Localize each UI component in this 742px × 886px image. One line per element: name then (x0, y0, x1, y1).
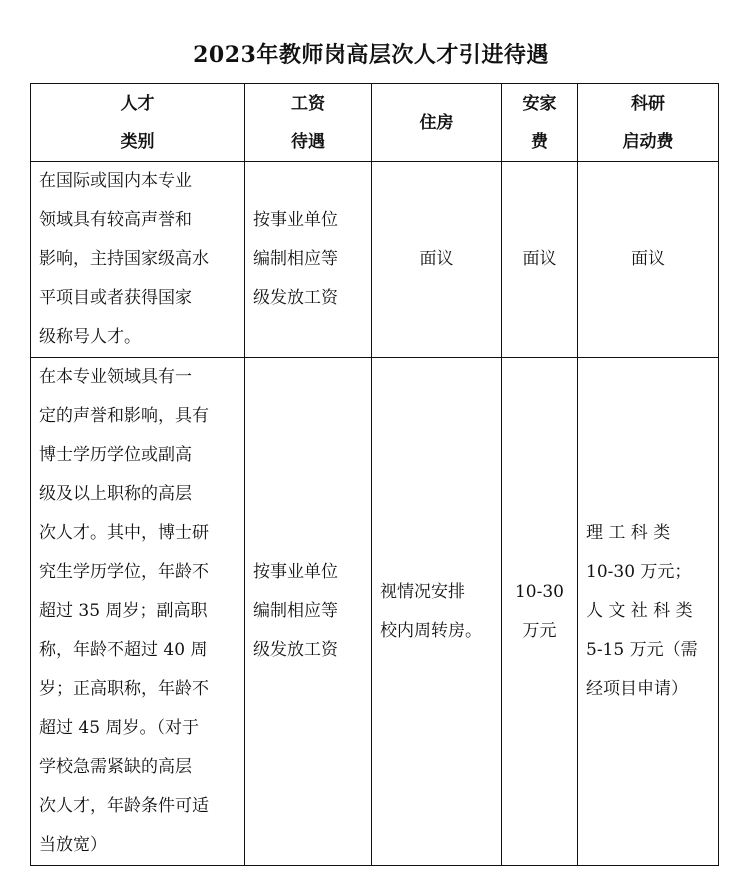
row2-category: 在本专业领域具有一 定的声誉和影响，具有 博士学历学位或副高 级及以上职称的高层 次人才。其中，博士研 究生学历学位，年龄不 超过 35 周岁；副高职 称，年龄不超过 40 周 岁；正高职称，年龄不 超过 45 周岁。（对于 学校急需紧缺的高层 次人才，年龄条件可适 当放宽） (31, 358, 245, 866)
header-salary: 工资 待遇 (245, 84, 372, 162)
page-title: 2023年教师岗高层次人才引进待遇 (193, 42, 549, 68)
header-row (31, 84, 719, 162)
row1-category: 在国际或国内本专业 领域具有较高声誉和 影响，主持国家级高水 平项目或者获得国家 级称号人才。 (31, 162, 245, 358)
header-research: 科研 启动费 (578, 84, 719, 162)
row1-housing: 面议 (372, 162, 502, 358)
row1-research: 面议 (578, 162, 719, 358)
header-settle: 安家 费 (502, 84, 578, 162)
table-row (31, 358, 719, 866)
row2-salary: 按事业单位 编制相应等 级发放工资 (245, 358, 372, 866)
benefits-table (30, 83, 719, 866)
header-category: 人才 类别 (31, 84, 245, 162)
row1-salary: 按事业单位 编制相应等 级发放工资 (245, 162, 372, 358)
row2-settle: 10-30 万元 (502, 358, 578, 866)
table-row (31, 162, 719, 358)
row1-settle: 面议 (502, 162, 578, 358)
row2-research: 理 工 科 类 10-30 万元； 人 文 社 科 类 5-15 万元（需 经项目申请） (578, 358, 719, 866)
header-housing: 住房 (372, 84, 502, 162)
row2-housing: 视情况安排 校内周转房。 (372, 358, 502, 866)
